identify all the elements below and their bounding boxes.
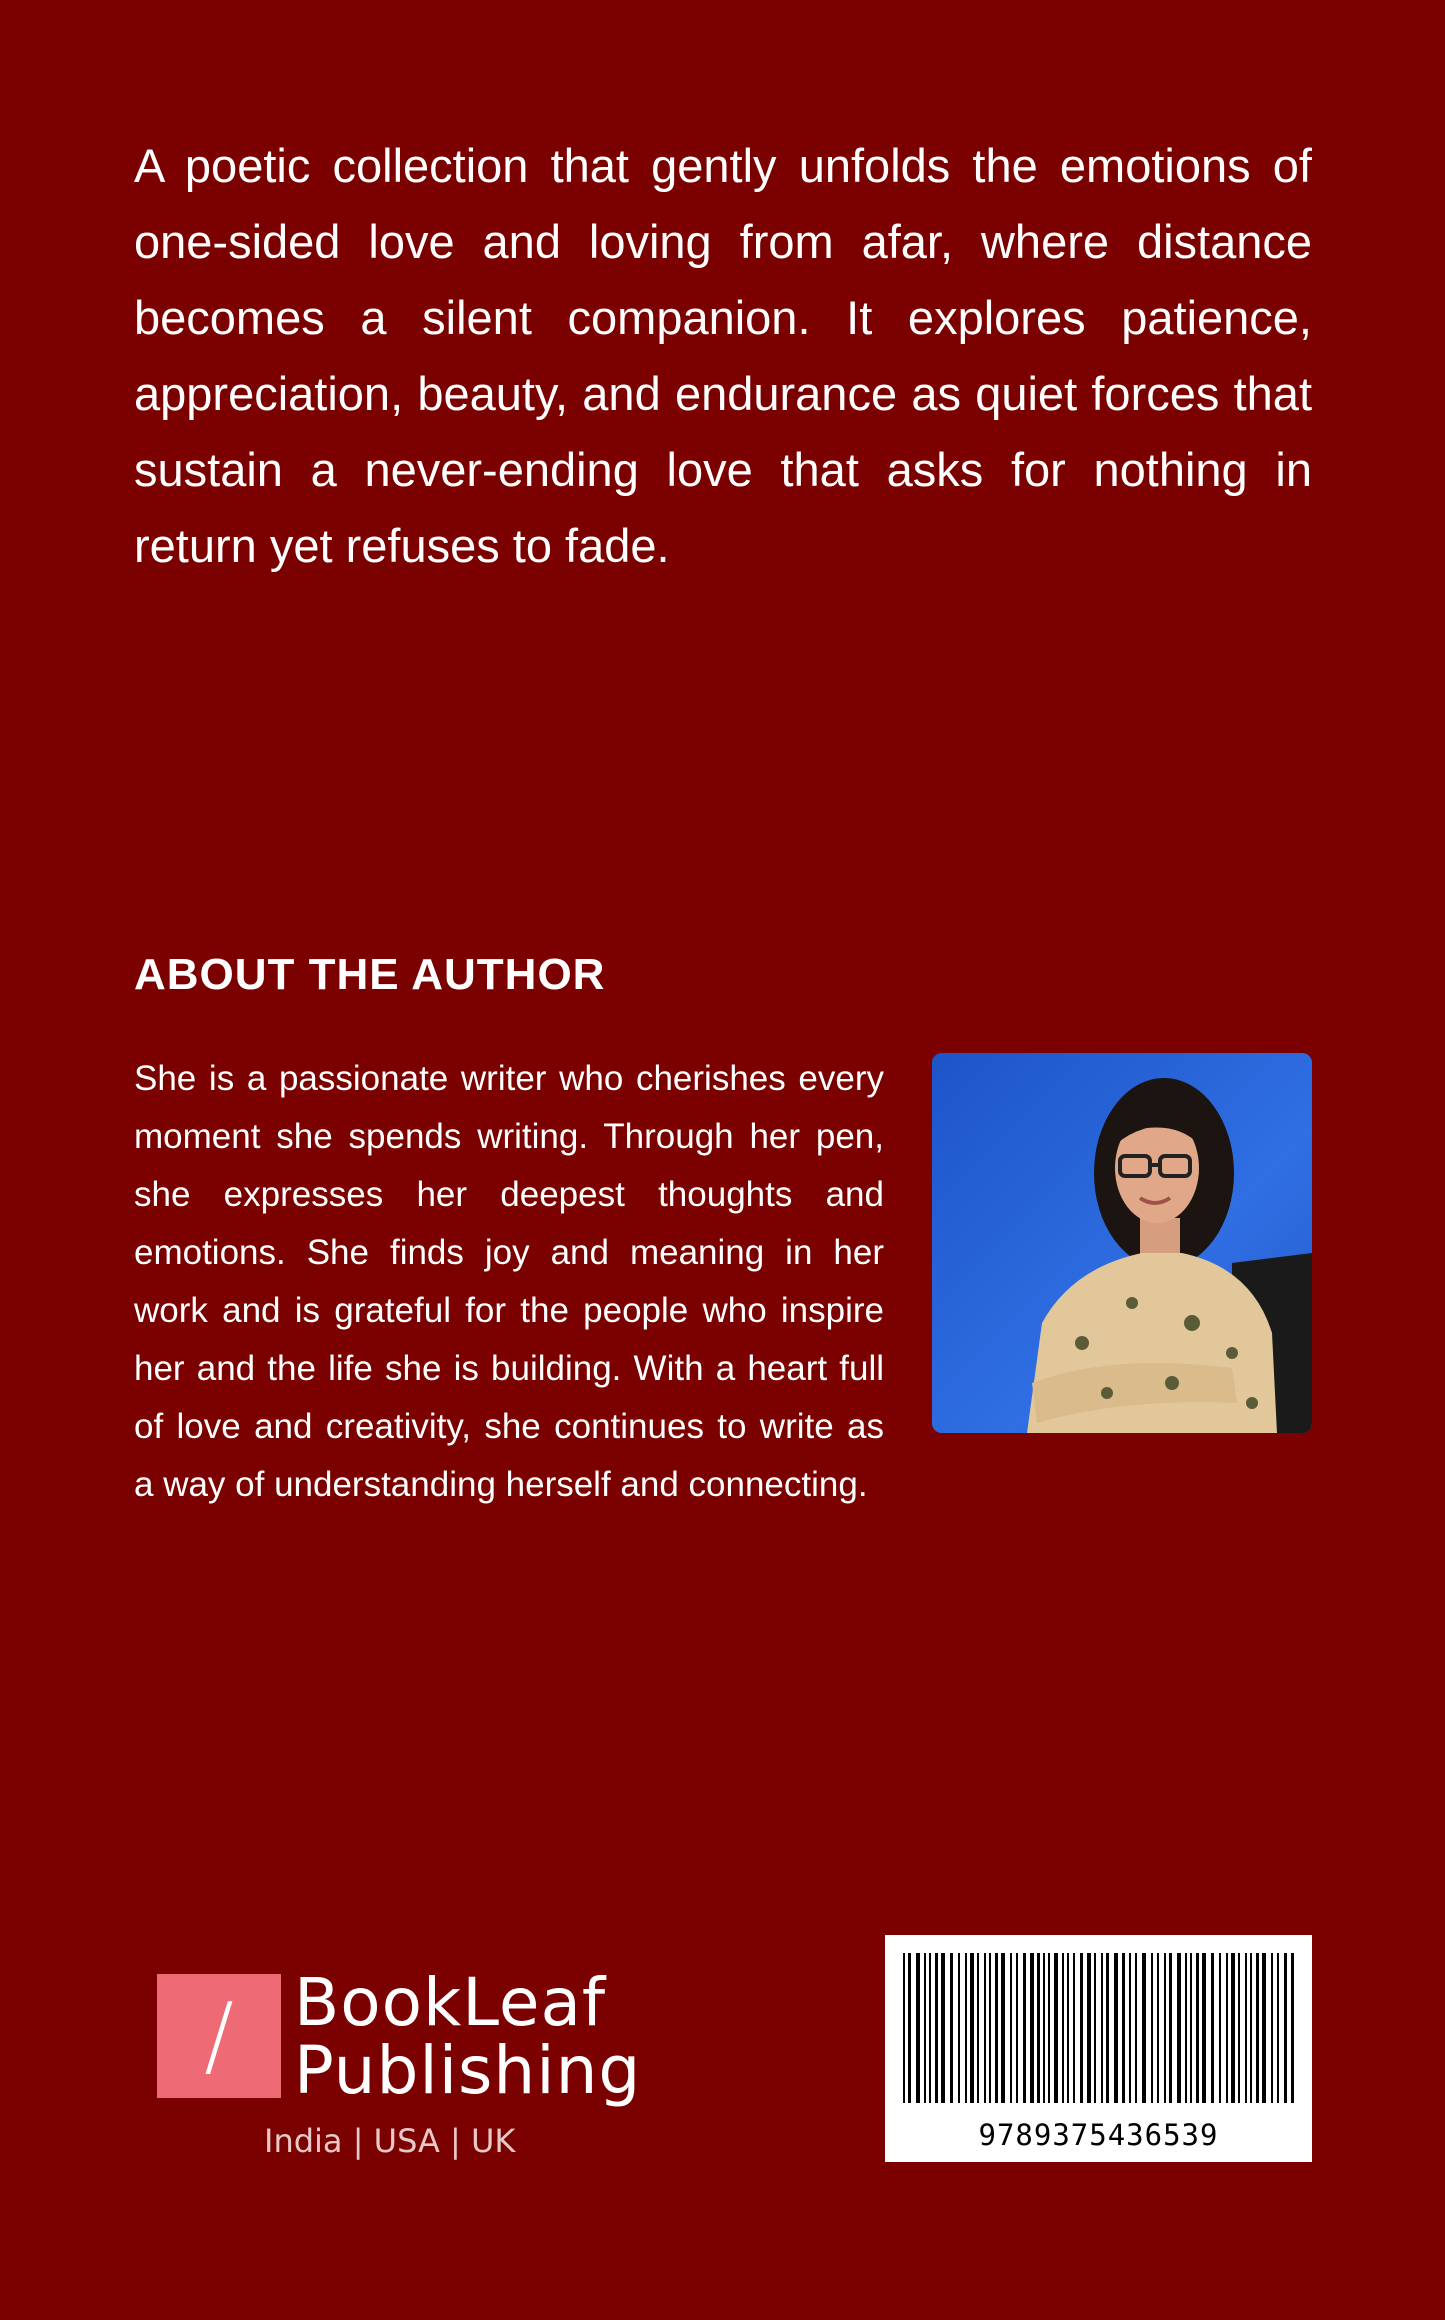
barcode-bar (958, 1953, 960, 2103)
barcode-bar (1073, 1953, 1075, 2103)
barcode-bar (1177, 1953, 1181, 2103)
barcode-bar (1284, 1953, 1287, 2103)
barcode-bar (970, 1953, 974, 2103)
barcode-bar (908, 1953, 911, 2103)
barcode-bar (1080, 1953, 1083, 2103)
barcode-bar (916, 1953, 920, 2103)
barcode-bar (1226, 1953, 1228, 2103)
barcode-bar (1122, 1953, 1125, 2103)
barcode-bar (1164, 1953, 1166, 2103)
barcode-bar (1010, 1953, 1012, 2103)
barcode-bar (1037, 1953, 1040, 2103)
barcode-bar (1062, 1953, 1064, 2103)
barcode-bar (989, 1953, 991, 2103)
barcode-bar (1271, 1953, 1273, 2103)
barcode-bar (1250, 1953, 1252, 2103)
about-author-heading: ABOUT THE AUTHOR (134, 950, 606, 999)
barcode-bar (1231, 1953, 1235, 2103)
barcode-icon (885, 1935, 1312, 2115)
barcode-bar (1211, 1953, 1214, 2103)
logo-square (157, 1974, 281, 2098)
barcode-bar (1087, 1953, 1091, 2103)
barcode-bar (1291, 1953, 1294, 2103)
barcode-bar (950, 1953, 953, 2103)
barcode-bar (1238, 1953, 1240, 2103)
barcode-bar (1157, 1953, 1159, 2103)
barcode-bar (1256, 1953, 1259, 2103)
barcode-bar (1135, 1953, 1137, 2103)
barcode-bar (984, 1953, 986, 2103)
barcode-bar (903, 1953, 905, 2103)
barcode-bar (1016, 1953, 1018, 2103)
isbn-number: 9789375436539 (978, 2118, 1219, 2152)
barcode-bar (1151, 1953, 1153, 2103)
author-photo (932, 1053, 1312, 1433)
barcode-bar (1219, 1953, 1221, 2103)
barcode-bar (1142, 1953, 1146, 2103)
author-bio: She is a passionate writer who cherishes every moment she spends writing. Through her pen, she expresses her deepest thoughts and emotions. She finds joy and meaning in her work and is grateful for the people who inspire her and the life she is building. With a heart full of love and creativity, she continues to write as a way of understanding herself and connecting. (134, 1059, 884, 1504)
barcode-bar (1043, 1953, 1045, 2103)
barcode-bar (1202, 1953, 1206, 2103)
barcode-bar (1101, 1953, 1103, 2103)
barcode-bar (1245, 1953, 1247, 2103)
barcode-bar (1048, 1953, 1050, 2103)
barcode-bar (1114, 1953, 1118, 2103)
barcode-bar (1067, 1953, 1069, 2103)
barcode-bar (941, 1953, 945, 2103)
barcode-bar (1094, 1953, 1096, 2103)
barcode-bar (1001, 1953, 1005, 2103)
barcode-bar (1185, 1953, 1187, 2103)
book-blurb: A poetic collection that gently unfolds the emotions of one-sided love and loving from afar, where distance becomes a silent companion. It explores patience, appreciation, beauty, and endurance as quiet forces that sustain a never-ending love that asks for nothing in return yet refuses to fade. (134, 139, 1312, 572)
barcode-bar (1030, 1953, 1034, 2103)
barcode-bar (977, 1953, 979, 2103)
isbn-barcode (885, 1935, 1312, 2162)
barcode-bar (1190, 1953, 1192, 2103)
publisher-logo (157, 1964, 642, 2172)
barcode-bar (1262, 1953, 1266, 2103)
publisher-name-line1: BookLeaf (294, 1964, 607, 2041)
logo-slash-icon: / (204, 1984, 234, 2087)
author-portrait-icon (932, 1053, 1312, 1433)
barcode-bar (1277, 1953, 1279, 2103)
barcode-bar (1023, 1953, 1026, 2103)
barcode-bar (929, 1953, 931, 2103)
barcode-bar (1129, 1953, 1131, 2103)
barcode-bar (965, 1953, 967, 2103)
barcode-bar (1169, 1953, 1172, 2103)
barcode-bar (924, 1953, 926, 2103)
barcode-bar (1106, 1953, 1109, 2103)
barcode-bar (995, 1953, 998, 2103)
publisher-name-line2: Publishing (294, 2032, 642, 2109)
barcode-bar (935, 1953, 938, 2103)
barcode-bar (1054, 1953, 1058, 2103)
barcode-bar (1196, 1953, 1199, 2103)
publisher-regions: India | USA | UK (264, 2122, 516, 2160)
